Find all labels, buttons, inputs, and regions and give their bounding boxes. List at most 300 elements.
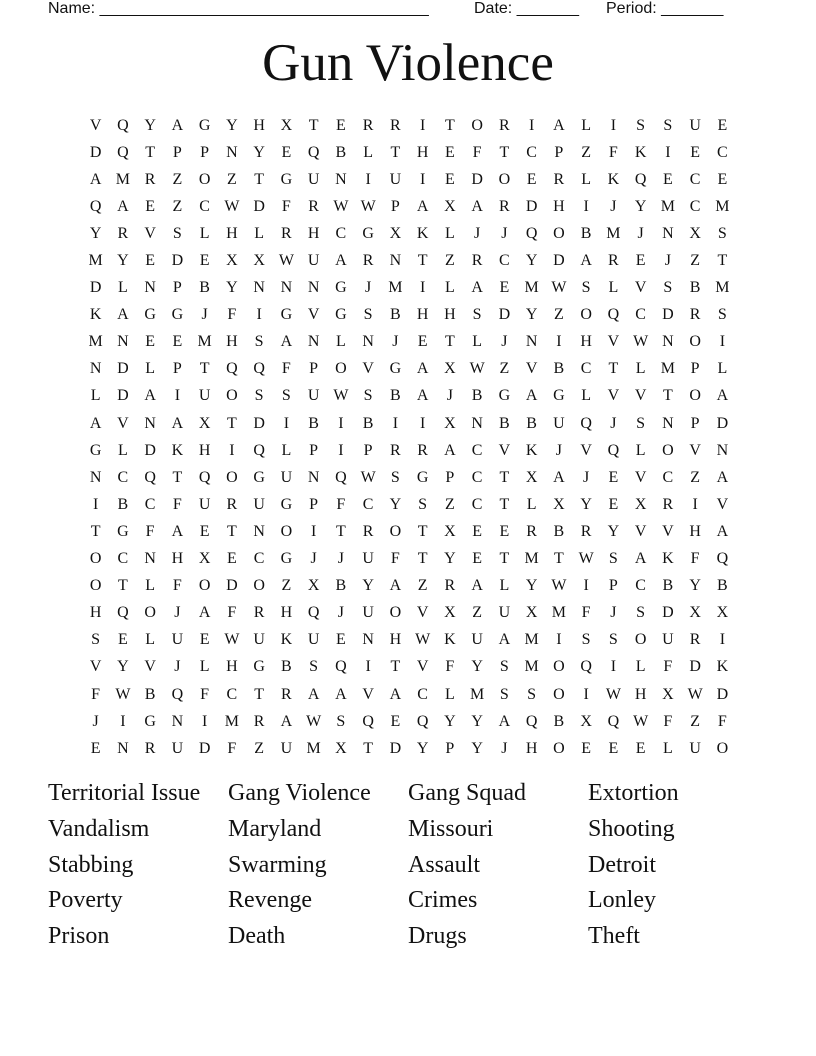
grid-letter: I bbox=[310, 522, 317, 540]
grid-letter: X bbox=[716, 604, 729, 622]
grid-letter: E bbox=[199, 631, 210, 649]
grid-letter: I bbox=[583, 577, 589, 595]
grid-letter: N bbox=[89, 468, 102, 486]
grid-letter: Q bbox=[117, 116, 129, 134]
grid-letter: Y bbox=[362, 577, 374, 595]
grid-letter: R bbox=[308, 197, 319, 215]
grid-letter: W bbox=[551, 279, 567, 297]
grid-letter: H bbox=[307, 224, 320, 242]
grid-row bbox=[82, 112, 736, 139]
grid-letter: T bbox=[390, 658, 401, 676]
grid-letter: H bbox=[689, 522, 701, 540]
grid-letter: B bbox=[308, 414, 319, 432]
grid-letter: D bbox=[689, 658, 701, 676]
grid-letter: S bbox=[172, 224, 182, 242]
grid-letter: X bbox=[525, 604, 538, 622]
grid-letter: G bbox=[280, 170, 293, 188]
grid-letter: U bbox=[171, 631, 184, 649]
grid-letter: V bbox=[634, 522, 647, 540]
grid-letter: M bbox=[660, 360, 675, 378]
grid-letter: S bbox=[390, 468, 400, 486]
grid-letter: H bbox=[444, 306, 456, 324]
grid-letter: I bbox=[610, 658, 617, 676]
grid-letter: W bbox=[224, 631, 240, 649]
grid-letter: G bbox=[280, 550, 293, 568]
grid-letter: M bbox=[660, 197, 675, 215]
grid-letter: I bbox=[338, 441, 344, 459]
grid-letter: E bbox=[145, 252, 156, 270]
grid-letter: X bbox=[307, 577, 320, 595]
date-field[interactable]: Date: _______ bbox=[474, 0, 579, 17]
grid-letter: A bbox=[580, 252, 592, 270]
grid-letter: Y bbox=[607, 522, 620, 540]
grid-letter: J bbox=[446, 387, 453, 405]
grid-letter: Q bbox=[171, 685, 184, 703]
grid-letter: Y bbox=[689, 577, 701, 595]
grid-letter: K bbox=[716, 658, 729, 676]
grid-letter: S bbox=[663, 279, 673, 297]
word-bank-item: Poverty bbox=[48, 887, 123, 914]
grid-letter: R bbox=[499, 116, 510, 134]
grid-letter: I bbox=[419, 279, 426, 297]
grid-letter: Y bbox=[444, 712, 456, 730]
grid-letter: Q bbox=[716, 550, 729, 568]
grid-letter: I bbox=[338, 414, 344, 432]
grid-letter: B bbox=[335, 577, 347, 595]
grid-letter: U bbox=[280, 468, 293, 486]
grid-letter: X bbox=[198, 550, 211, 568]
grid-row bbox=[82, 275, 736, 302]
grid-row bbox=[82, 464, 736, 491]
grid-letter: R bbox=[689, 306, 701, 324]
grid-letter: X bbox=[198, 414, 211, 432]
grid-letter: M bbox=[524, 658, 539, 676]
grid-letter: S bbox=[363, 387, 373, 405]
grid-letter: W bbox=[306, 712, 322, 730]
grid-letter: E bbox=[335, 116, 346, 134]
grid-letter: D bbox=[389, 739, 402, 757]
grid-letter: T bbox=[90, 522, 101, 540]
grid-letter: Z bbox=[499, 360, 510, 378]
grid-row bbox=[82, 410, 736, 437]
grid-letter: Z bbox=[417, 577, 428, 595]
grid-letter: I bbox=[365, 658, 371, 676]
grid-letter: O bbox=[389, 522, 402, 540]
grid-letter: M bbox=[551, 604, 566, 622]
grid-letter: E bbox=[472, 550, 483, 568]
grid-letter: I bbox=[283, 414, 290, 432]
grid-letter: E bbox=[635, 252, 646, 270]
grid-letter: A bbox=[444, 441, 456, 459]
grid-row bbox=[82, 518, 736, 545]
grid-letter: V bbox=[607, 387, 620, 405]
grid-letter: A bbox=[471, 197, 483, 215]
grid-letter: A bbox=[171, 414, 184, 432]
grid-letter: P bbox=[309, 360, 319, 378]
grid-letter: O bbox=[689, 387, 701, 405]
grid-letter: V bbox=[634, 468, 647, 486]
grid-letter: B bbox=[662, 577, 674, 595]
grid-letter: O bbox=[689, 333, 701, 351]
grid-letter: K bbox=[662, 550, 674, 568]
grid-letter: C bbox=[635, 577, 646, 595]
grid-letter: P bbox=[554, 143, 564, 161]
grid-letter: D bbox=[171, 252, 184, 270]
grid-letter: J bbox=[201, 306, 208, 324]
grid-letter: Y bbox=[144, 116, 156, 134]
grid-letter: I bbox=[201, 712, 208, 730]
grid-letter: G bbox=[253, 468, 265, 486]
grid-letter: Q bbox=[89, 197, 102, 215]
grid-letter: J bbox=[610, 414, 617, 432]
grid-letter: F bbox=[336, 495, 346, 513]
grid-letter: B bbox=[390, 387, 401, 405]
grid-letter: M bbox=[715, 197, 730, 215]
grid-letter: Y bbox=[471, 658, 483, 676]
grid-letter: M bbox=[715, 279, 730, 297]
grid-letter: D bbox=[117, 360, 129, 378]
grid-letter: S bbox=[717, 224, 727, 242]
grid-letter: J bbox=[174, 658, 181, 676]
grid-letter: L bbox=[145, 577, 156, 595]
grid-letter: P bbox=[172, 143, 182, 161]
grid-letter: L bbox=[526, 495, 537, 513]
grid-row bbox=[82, 302, 736, 329]
grid-letter: A bbox=[280, 712, 293, 730]
grid-letter: N bbox=[307, 468, 320, 486]
grid-letter: A bbox=[335, 685, 347, 703]
grid-letter: U bbox=[362, 604, 374, 622]
grid-letter: Z bbox=[472, 604, 483, 622]
grid-letter: R bbox=[444, 577, 456, 595]
grid-row bbox=[82, 735, 736, 762]
grid-letter: V bbox=[416, 604, 429, 622]
grid-letter: S bbox=[636, 414, 646, 432]
grid-letter: H bbox=[89, 604, 102, 622]
grid-letter: F bbox=[145, 522, 155, 540]
grid-letter: L bbox=[117, 441, 128, 459]
grid-letter: Y bbox=[226, 116, 238, 134]
grid-row bbox=[82, 356, 736, 383]
grid-letter: T bbox=[308, 116, 319, 134]
grid-letter: E bbox=[335, 631, 346, 649]
grid-letter: H bbox=[634, 685, 647, 703]
grid-letter: O bbox=[198, 170, 211, 188]
grid-letter: C bbox=[526, 143, 537, 161]
grid-letter: E bbox=[472, 522, 483, 540]
grid-letter: V bbox=[362, 360, 374, 378]
grid-letter: N bbox=[253, 279, 265, 297]
period-field[interactable]: Period: _______ bbox=[606, 0, 724, 17]
grid-letter: V bbox=[89, 116, 102, 134]
grid-letter: P bbox=[690, 360, 700, 378]
grid-letter: E bbox=[199, 522, 210, 540]
grid-letter: G bbox=[253, 658, 265, 676]
grid-letter: S bbox=[581, 631, 591, 649]
grid-letter: F bbox=[91, 685, 101, 703]
grid-letter: I bbox=[419, 414, 426, 432]
grid-letter: I bbox=[229, 441, 235, 459]
grid-letter: C bbox=[226, 685, 238, 703]
grid-letter: L bbox=[635, 658, 646, 676]
grid-row bbox=[82, 546, 736, 573]
grid-letter: M bbox=[115, 170, 130, 188]
grid-letter: R bbox=[580, 522, 592, 540]
grid-letter: Y bbox=[525, 577, 538, 595]
grid-letter: B bbox=[580, 224, 592, 242]
grid-letter: Z bbox=[690, 468, 701, 486]
grid-letter: Y bbox=[117, 252, 129, 270]
grid-letter: X bbox=[444, 414, 456, 432]
grid-letter: W bbox=[360, 468, 376, 486]
grid-letter: G bbox=[498, 387, 511, 405]
grid-letter: U bbox=[307, 387, 320, 405]
grid-letter: V bbox=[716, 495, 729, 513]
grid-letter: A bbox=[280, 333, 293, 351]
grid-letter: S bbox=[363, 306, 373, 324]
grid-letter: J bbox=[474, 224, 481, 242]
grid-letter: C bbox=[417, 685, 428, 703]
grid-letter: A bbox=[525, 387, 538, 405]
grid-letter: N bbox=[716, 441, 729, 459]
grid-row bbox=[82, 708, 736, 735]
grid-letter: X bbox=[662, 685, 674, 703]
grid-letter: H bbox=[226, 224, 238, 242]
grid-letter: O bbox=[634, 631, 647, 649]
grid-letter: F bbox=[281, 197, 291, 215]
grid-letter: B bbox=[526, 414, 537, 432]
grid-letter: E bbox=[145, 333, 156, 351]
grid-letter: O bbox=[662, 441, 674, 459]
grid-letter: V bbox=[498, 441, 511, 459]
grid-letter: A bbox=[144, 387, 156, 405]
grid-letter: N bbox=[144, 550, 156, 568]
grid-letter: R bbox=[117, 224, 129, 242]
grid-letter: F bbox=[172, 577, 182, 595]
grid-letter: J bbox=[392, 333, 399, 351]
grid-letter: J bbox=[337, 550, 344, 568]
grid-letter: V bbox=[634, 279, 647, 297]
grid-letter: A bbox=[416, 197, 429, 215]
word-bank-item: Extortion bbox=[588, 780, 679, 806]
grid-letter: R bbox=[362, 522, 374, 540]
grid-letter: D bbox=[253, 414, 265, 432]
grid-letter: G bbox=[335, 306, 347, 324]
grid-letter: Z bbox=[172, 170, 183, 188]
grid-letter: X bbox=[553, 495, 565, 513]
grid-letter: D bbox=[471, 170, 483, 188]
grid-letter: Y bbox=[389, 495, 402, 513]
grid-letter: W bbox=[224, 197, 240, 215]
grid-letter: E bbox=[281, 143, 292, 161]
grid-row bbox=[82, 247, 736, 274]
grid-letter: O bbox=[716, 739, 729, 757]
grid-letter: O bbox=[144, 604, 156, 622]
grid-letter: L bbox=[363, 143, 374, 161]
grid-letter: U bbox=[307, 170, 320, 188]
grid-letter: Z bbox=[281, 577, 292, 595]
grid-letter: O bbox=[226, 468, 238, 486]
grid-letter: I bbox=[174, 387, 181, 405]
grid-letter: D bbox=[89, 279, 102, 297]
grid-letter: I bbox=[719, 631, 726, 649]
name-field[interactable]: Name: _____________________________________ bbox=[48, 0, 429, 17]
grid-letter: M bbox=[606, 224, 621, 242]
grid-letter: D bbox=[553, 252, 565, 270]
grid-letter: P bbox=[445, 468, 455, 486]
grid-letter: F bbox=[200, 685, 210, 703]
grid-letter: G bbox=[362, 224, 374, 242]
grid-letter: N bbox=[144, 279, 156, 297]
grid-letter: A bbox=[716, 387, 729, 405]
grid-letter: C bbox=[689, 197, 701, 215]
grid-letter: N bbox=[117, 333, 129, 351]
grid-letter: W bbox=[333, 387, 349, 405]
grid-letter: P bbox=[172, 279, 182, 297]
grid-row bbox=[82, 491, 736, 518]
grid-letter: K bbox=[444, 631, 456, 649]
grid-letter: E bbox=[526, 170, 537, 188]
grid-letter: P bbox=[445, 739, 455, 757]
grid-letter: Z bbox=[172, 197, 183, 215]
grid-letter: G bbox=[280, 495, 293, 513]
grid-letter: Y bbox=[634, 197, 647, 215]
word-bank-item: Prison bbox=[48, 923, 110, 950]
grid-letter: S bbox=[254, 333, 264, 351]
grid-letter: C bbox=[199, 197, 210, 215]
grid-letter: L bbox=[444, 224, 455, 242]
grid-letter: S bbox=[527, 685, 537, 703]
grid-letter: G bbox=[553, 387, 565, 405]
grid-letter: F bbox=[663, 658, 673, 676]
grid-letter: F bbox=[472, 143, 482, 161]
grid-letter: F bbox=[281, 360, 291, 378]
grid-letter: A bbox=[634, 550, 647, 568]
grid-letter: L bbox=[608, 279, 619, 297]
grid-letter: T bbox=[717, 252, 728, 270]
grid-letter: D bbox=[525, 197, 538, 215]
grid-letter: C bbox=[362, 495, 374, 513]
grid-letter: J bbox=[501, 333, 508, 351]
grid-letter: T bbox=[417, 522, 428, 540]
grid-letter: G bbox=[198, 116, 211, 134]
grid-letter: V bbox=[580, 441, 592, 459]
grid-letter: L bbox=[199, 658, 210, 676]
grid-letter: I bbox=[528, 116, 535, 134]
grid-letter: X bbox=[689, 224, 701, 242]
grid-letter: W bbox=[360, 197, 376, 215]
grid-letter: C bbox=[117, 550, 129, 568]
grid-letter: T bbox=[444, 333, 455, 351]
grid-letter: J bbox=[92, 712, 99, 730]
grid-letter: R bbox=[390, 441, 401, 459]
grid-letter: F bbox=[390, 550, 400, 568]
grid-letter: L bbox=[635, 360, 646, 378]
grid-letter: V bbox=[89, 658, 102, 676]
grid-letter: A bbox=[117, 306, 129, 324]
grid-letter: Q bbox=[580, 414, 592, 432]
page-title: Gun Violence bbox=[262, 34, 554, 92]
grid-letter: W bbox=[633, 333, 649, 351]
grid-letter: Z bbox=[444, 495, 455, 513]
grid-letter: T bbox=[499, 550, 510, 568]
grid-letter: P bbox=[690, 414, 700, 432]
grid-row bbox=[82, 437, 736, 464]
grid-letter: A bbox=[498, 712, 511, 730]
grid-letter: E bbox=[444, 143, 455, 161]
grid-letter: T bbox=[199, 360, 210, 378]
grid-letter: H bbox=[280, 604, 293, 622]
grid-letter: Q bbox=[362, 712, 374, 730]
grid-letter: B bbox=[117, 495, 129, 513]
word-bank-item: Death bbox=[228, 923, 286, 950]
word-bank-item: Drugs bbox=[408, 923, 467, 950]
letter-grid bbox=[82, 112, 736, 762]
grid-letter: A bbox=[389, 685, 402, 703]
grid-letter: R bbox=[553, 170, 565, 188]
grid-letter: E bbox=[499, 522, 510, 540]
grid-letter: I bbox=[419, 170, 426, 188]
grid-letter: D bbox=[89, 143, 102, 161]
grid-letter: N bbox=[253, 522, 265, 540]
grid-letter: C bbox=[253, 550, 265, 568]
grid-letter: T bbox=[417, 252, 428, 270]
grid-letter: Q bbox=[335, 468, 347, 486]
grid-letter: T bbox=[444, 116, 455, 134]
grid-letter: Y bbox=[525, 306, 538, 324]
grid-letter: N bbox=[307, 333, 320, 351]
grid-letter: B bbox=[553, 360, 565, 378]
grid-letter: T bbox=[390, 143, 401, 161]
grid-letter: V bbox=[144, 224, 156, 242]
grid-letter: O bbox=[389, 604, 402, 622]
grid-letter: B bbox=[471, 387, 483, 405]
grid-letter: R bbox=[253, 604, 265, 622]
grid-letter: Q bbox=[416, 712, 429, 730]
grid-letter: N bbox=[335, 170, 347, 188]
grid-letter: N bbox=[471, 414, 483, 432]
grid-letter: P bbox=[172, 360, 182, 378]
grid-letter: R bbox=[253, 712, 265, 730]
grid-letter: E bbox=[499, 279, 510, 297]
grid-letter: T bbox=[662, 387, 673, 405]
grid-letter: E bbox=[117, 631, 128, 649]
grid-letter: Y bbox=[444, 550, 456, 568]
grid-letter: G bbox=[117, 522, 129, 540]
grid-letter: U bbox=[253, 631, 265, 649]
grid-letter: D bbox=[662, 306, 674, 324]
grid-letter: V bbox=[307, 306, 320, 324]
grid-letter: Y bbox=[253, 143, 265, 161]
grid-letter: A bbox=[716, 468, 729, 486]
grid-letter: V bbox=[362, 685, 374, 703]
grid-letter: R bbox=[417, 441, 428, 459]
grid-letter: G bbox=[335, 279, 347, 297]
word-bank bbox=[48, 776, 768, 955]
grid-letter: X bbox=[444, 522, 456, 540]
grid-letter: M bbox=[388, 279, 403, 297]
grid-letter: A bbox=[307, 685, 320, 703]
grid-letter: U bbox=[498, 604, 511, 622]
grid-letter: V bbox=[634, 387, 647, 405]
grid-letter: J bbox=[337, 604, 344, 622]
grid-letter: P bbox=[309, 441, 319, 459]
word-bank-item: Stabbing bbox=[48, 851, 134, 878]
word-bank-item: Gang Violence bbox=[228, 780, 371, 806]
grid-letter: L bbox=[581, 116, 592, 134]
grid-letter: K bbox=[416, 224, 429, 242]
grid-letter: P bbox=[608, 577, 618, 595]
